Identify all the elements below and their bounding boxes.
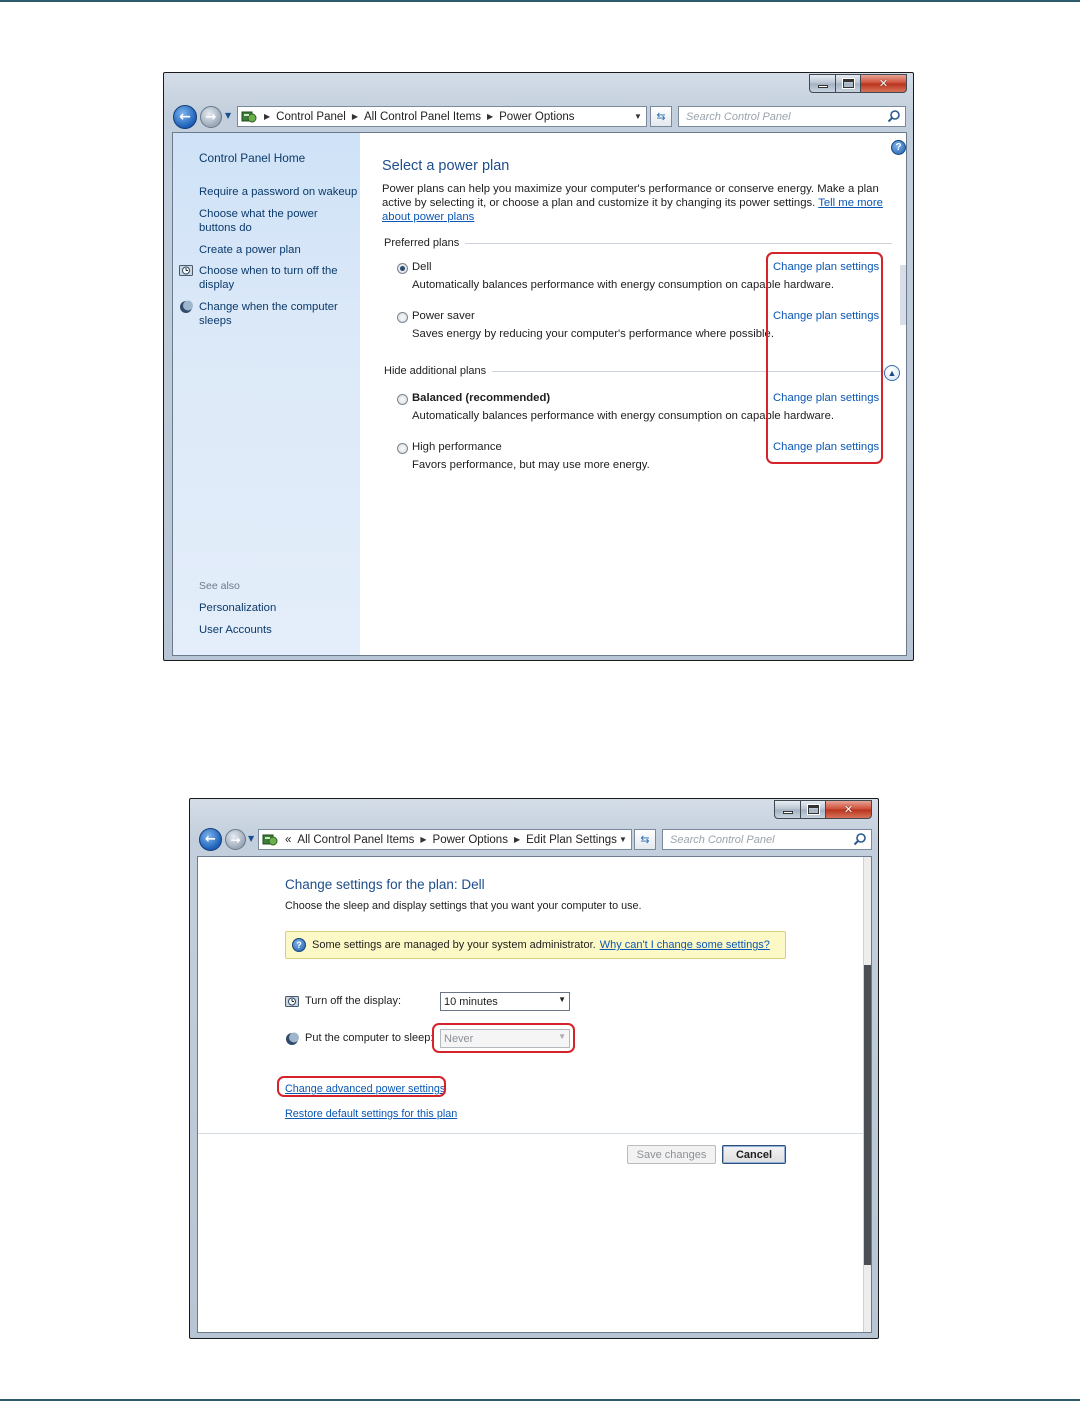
- help-button[interactable]: [891, 140, 906, 155]
- plan-name-power-saver[interactable]: Power saver: [412, 310, 475, 322]
- preferred-plans-group: [384, 237, 892, 249]
- breadcrumb-separator-icon[interactable]: ▶: [486, 112, 494, 121]
- preferred-plans-label: Preferred plans: [384, 237, 460, 249]
- search-icon[interactable]: [887, 109, 901, 123]
- back-arrow-icon: ←: [205, 832, 216, 847]
- group-divider: [465, 243, 892, 244]
- forward-arrow-icon: →: [205, 109, 217, 125]
- breadcrumb-separator-icon[interactable]: ▶: [513, 835, 521, 844]
- close-icon: ✕: [843, 803, 854, 816]
- sidebar-turn-off-display[interactable]: Choose when to turn off the display: [199, 265, 338, 291]
- back-arrow-icon: ←: [179, 109, 191, 125]
- description-text: Power plans can help you maximize your computer's performance or conserve energy. Make a plan active by selecting it, or choose a plan and customize it by changing its power settings.: [382, 183, 879, 209]
- search-input[interactable]: [662, 829, 872, 850]
- chevron-down-icon: ▼: [558, 995, 566, 1004]
- sleep-timeout-value: Never: [444, 1032, 474, 1045]
- plan-desc-dell: Automatically balances performance with energy consumption on capable hardware.: [412, 279, 834, 291]
- minimize-icon: [818, 85, 828, 88]
- why-cant-change-link[interactable]: Why can't I change some settings?: [599, 939, 770, 951]
- breadcrumb-all-items[interactable]: All Control Panel Items: [297, 833, 415, 846]
- change-plan-settings-dell[interactable]: Change plan settings: [773, 261, 880, 273]
- plan-radio-high-performance[interactable]: [397, 443, 408, 454]
- info-text: Some settings are managed by your system administrator.: [312, 939, 596, 951]
- maximize-icon: [843, 79, 854, 88]
- sidebar-change-sleep[interactable]: Change when the computer sleeps: [199, 301, 338, 327]
- plan-name-dell[interactable]: Dell: [412, 261, 432, 273]
- close-button[interactable]: [861, 74, 907, 93]
- breadcrumb-separator-icon[interactable]: ▶: [351, 112, 358, 121]
- collapse-plans-button[interactable]: [884, 365, 900, 381]
- main-content: [198, 857, 863, 1332]
- breadcrumb-overflow[interactable]: «: [285, 833, 292, 846]
- breadcrumb-edit-plan-settings[interactable]: Edit Plan Settings: [526, 833, 617, 846]
- change-plan-settings-high-performance[interactable]: Change plan settings: [773, 441, 880, 453]
- forward-button[interactable]: [225, 829, 246, 850]
- maximize-button[interactable]: [801, 800, 826, 819]
- refresh-icon: ⇆: [640, 833, 650, 846]
- sleep-moon-icon: [285, 1032, 299, 1046]
- search-placeholder: Search Control Panel: [686, 110, 791, 123]
- caption-buttons: [774, 800, 872, 819]
- footer-divider: [198, 1133, 863, 1134]
- address-dropdown-icon[interactable]: ▼: [634, 112, 642, 121]
- minimize-icon: [783, 811, 793, 814]
- plan-radio-balanced[interactable]: [397, 394, 408, 405]
- plan-name-balanced[interactable]: Balanced (recommended): [412, 392, 551, 404]
- breadcrumb-all-items[interactable]: All Control Panel Items: [364, 110, 481, 123]
- help-icon: ?: [895, 142, 902, 153]
- sidebar-personalization[interactable]: Personalization: [199, 602, 277, 614]
- search-placeholder: Search Control Panel: [670, 833, 775, 846]
- breadcrumb-control-panel[interactable]: Control Panel: [276, 110, 346, 123]
- page-title: Select a power plan: [382, 158, 510, 174]
- window-content: [197, 856, 872, 1333]
- page-top-rule: [0, 0, 1080, 2]
- plan-radio-dell[interactable]: [397, 263, 408, 274]
- display-clock-icon: [285, 995, 299, 1009]
- close-icon: ✕: [878, 77, 889, 90]
- turn-off-display-label: Turn off the display:: [305, 995, 401, 1007]
- vertical-scrollbar[interactable]: [863, 857, 871, 1332]
- recent-pages-dropdown-icon[interactable]: ▼: [248, 834, 255, 843]
- scrollbar-stub: [900, 265, 906, 325]
- sidebar-control-panel-home[interactable]: Control Panel Home: [199, 151, 306, 165]
- display-clock-icon: [179, 264, 193, 278]
- breadcrumb-separator-icon[interactable]: ▶: [264, 112, 271, 121]
- chevron-down-icon: ▼: [558, 1032, 566, 1041]
- address-bar[interactable]: [258, 829, 632, 850]
- minimize-button[interactable]: [774, 800, 801, 819]
- caption-buttons: [809, 74, 907, 93]
- highlight-sleep-select: [432, 1023, 575, 1053]
- address-bar[interactable]: [237, 106, 647, 127]
- change-plan-settings-balanced[interactable]: Change plan settings: [773, 392, 880, 404]
- save-changes-button[interactable]: Save changes: [627, 1145, 716, 1164]
- sidebar-require-password[interactable]: Require a password on wakeup: [199, 186, 358, 198]
- window-content: [172, 132, 907, 656]
- cancel-button[interactable]: Cancel: [722, 1145, 786, 1164]
- highlight-change-plan-settings: [766, 252, 883, 464]
- page-description: [382, 182, 892, 224]
- breadcrumb-power-options[interactable]: Power Options: [432, 833, 508, 846]
- page-title: Change settings for the plan: Dell: [285, 877, 485, 892]
- plan-desc-power-saver: Saves energy by reducing your computer's performance where possible.: [412, 328, 774, 340]
- sleep-moon-icon: [179, 300, 193, 314]
- breadcrumb-power-options[interactable]: Power Options: [499, 110, 575, 123]
- breadcrumb-separator-icon[interactable]: ▶: [420, 835, 427, 844]
- search-input[interactable]: [678, 106, 906, 127]
- highlight-advanced-link: [277, 1076, 446, 1097]
- plan-desc-high-performance: Favors performance, but may use more energy.: [412, 459, 650, 471]
- tell-me-more-link[interactable]: Tell me more about power plans: [382, 197, 883, 223]
- sidebar-user-accounts[interactable]: User Accounts: [199, 624, 272, 636]
- recent-pages-dropdown-icon[interactable]: ▼: [225, 111, 232, 120]
- search-icon[interactable]: [853, 832, 867, 846]
- minimize-button[interactable]: [809, 74, 836, 93]
- change-plan-settings-power-saver[interactable]: Change plan settings: [773, 310, 880, 322]
- hide-additional-plans-label: Hide additional plans: [384, 365, 487, 377]
- control-panel-icon: [262, 833, 278, 847]
- power-options-window: [163, 72, 914, 661]
- control-panel-icon: [241, 110, 257, 124]
- display-timeout-value: 10 minutes: [444, 995, 498, 1008]
- refresh-button[interactable]: [634, 829, 656, 850]
- see-also-label: See also: [199, 580, 240, 592]
- maximize-button[interactable]: [836, 74, 861, 93]
- forward-arrow-icon: →: [230, 832, 241, 847]
- forward-button[interactable]: [200, 106, 222, 128]
- task-sidebar: [173, 133, 360, 655]
- page-subtitle: Choose the sleep and display settings that you want your computer to use.: [285, 900, 642, 912]
- close-button[interactable]: [826, 800, 872, 819]
- back-button[interactable]: [199, 828, 222, 851]
- main-content: [360, 133, 906, 655]
- restore-defaults-link[interactable]: Restore default settings for this plan: [285, 1108, 458, 1120]
- info-icon: ?: [292, 938, 306, 952]
- plan-desc-balanced: Automatically balances performance with energy consumption on capable hardware.: [412, 410, 834, 422]
- sleep-label: Put the computer to sleep:: [305, 1032, 434, 1044]
- chevron-up-icon: ▲: [887, 368, 897, 378]
- maximize-icon: [808, 805, 819, 814]
- admin-info-bar: [285, 931, 786, 959]
- refresh-icon: ⇆: [656, 110, 666, 123]
- advanced-power-settings-link[interactable]: Change advanced power settings: [285, 1083, 446, 1095]
- address-dropdown-icon[interactable]: ▼: [619, 835, 627, 844]
- sidebar-create-plan[interactable]: Create a power plan: [199, 244, 301, 256]
- edit-plan-settings-window: [189, 798, 879, 1339]
- refresh-button[interactable]: [650, 106, 672, 127]
- scrollbar-thumb[interactable]: [864, 965, 871, 1265]
- back-button[interactable]: [173, 105, 197, 129]
- plan-name-high-performance[interactable]: High performance: [412, 441, 502, 453]
- page-bottom-rule: [0, 1399, 1080, 1401]
- plan-radio-power-saver[interactable]: [397, 312, 408, 323]
- display-timeout-select[interactable]: [440, 992, 570, 1011]
- sidebar-power-buttons[interactable]: Choose what the power buttons do: [199, 208, 318, 234]
